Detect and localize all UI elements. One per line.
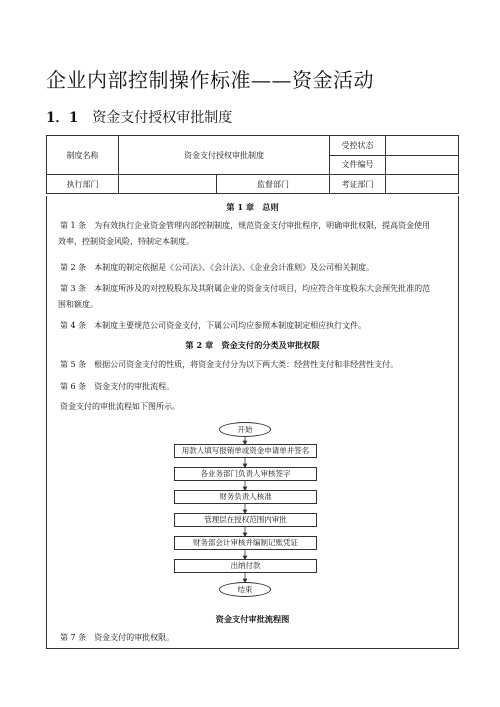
chapter-2-heading: 第 2 章 资金支付的分类及审批权限 — [185, 340, 320, 350]
policy-body — [46, 196, 459, 649]
article-6: 第 6 条 资金支付的审批流程。 — [60, 382, 175, 391]
article-7: 第 7 条 资金支付的审批权限。 — [60, 633, 175, 642]
section-heading — [46, 106, 232, 127]
policy-header-table — [46, 135, 459, 194]
article-2: 第 2 条 本制度的制定依据是《公司法》、《会计法》、《企业会计准则》及公司相关制度。 — [60, 263, 375, 272]
supervise-dept-label: 监督部门 — [217, 175, 330, 194]
article-3-line-1: 第 3 条 本制度所涉及的对控股股东及其附属企业的资金支付项目，均应符合年度股东大会预先批准的范 — [60, 284, 431, 293]
chapter-1-heading: 第 1 章 总则 — [226, 202, 279, 212]
article-1-line-1: 第 1 条 为有效执行企业资金管理内部控制制度，规范资金支付审批程序，明确审批权限，提高资金使用 — [60, 221, 431, 230]
policy-name-value: 资金支付授权审批制度 — [119, 136, 330, 175]
audit-dept-value — [386, 175, 459, 194]
flow-step-6: 出纳付款 — [174, 559, 317, 573]
exec-dept-label: 执行部门 — [47, 175, 119, 194]
flow-start: 开始 — [219, 422, 271, 437]
article-4: 第 4 条 本制度主要规范公司资金支付，下属公司均应参照本制度制定相应执行文件。 — [60, 321, 367, 330]
flow-step-5: 财务部会计审核并编制记账凭证 — [174, 536, 317, 550]
flow-step-2: 各业务部门负责人审核签字 — [174, 467, 317, 481]
doc-no-label: 文件编号 — [330, 155, 386, 175]
flow-step-4: 管理层在授权范围内审批 — [174, 513, 317, 527]
status-label: 受控状态 — [330, 136, 386, 156]
section-title: 资金支付授权审批制度 — [92, 110, 233, 126]
section-number: 1．1 — [46, 110, 79, 126]
flow-end: 结束 — [219, 582, 271, 597]
exec-dept-value — [119, 175, 217, 194]
article-5: 第 5 条 根据公司资金支付的性质，将资金支付分为以下两大类：经营性支付和非经营性支付。 — [60, 360, 399, 369]
flowchart-caption: 资金支付审批流程图 — [215, 614, 290, 624]
flow-intro: 资金支付的审批流程如下图所示。 — [60, 402, 180, 411]
article-3-line-2: 围和额度。 — [58, 300, 98, 309]
flow-step-3: 财务负责人核准 — [174, 490, 317, 504]
page-title: 企业内部控制操作标准——资金活动 — [46, 68, 374, 92]
doc-no-value — [386, 155, 459, 175]
audit-dept-label: 考证部门 — [330, 175, 386, 194]
article-1-line-2: 效率，控制资金风险，特制定本制度。 — [58, 237, 194, 246]
policy-name-label: 制度名称 — [47, 136, 119, 175]
flow-step-1: 用款人填写报销单或资金申请单并签名 — [174, 444, 317, 458]
status-value — [386, 136, 459, 156]
